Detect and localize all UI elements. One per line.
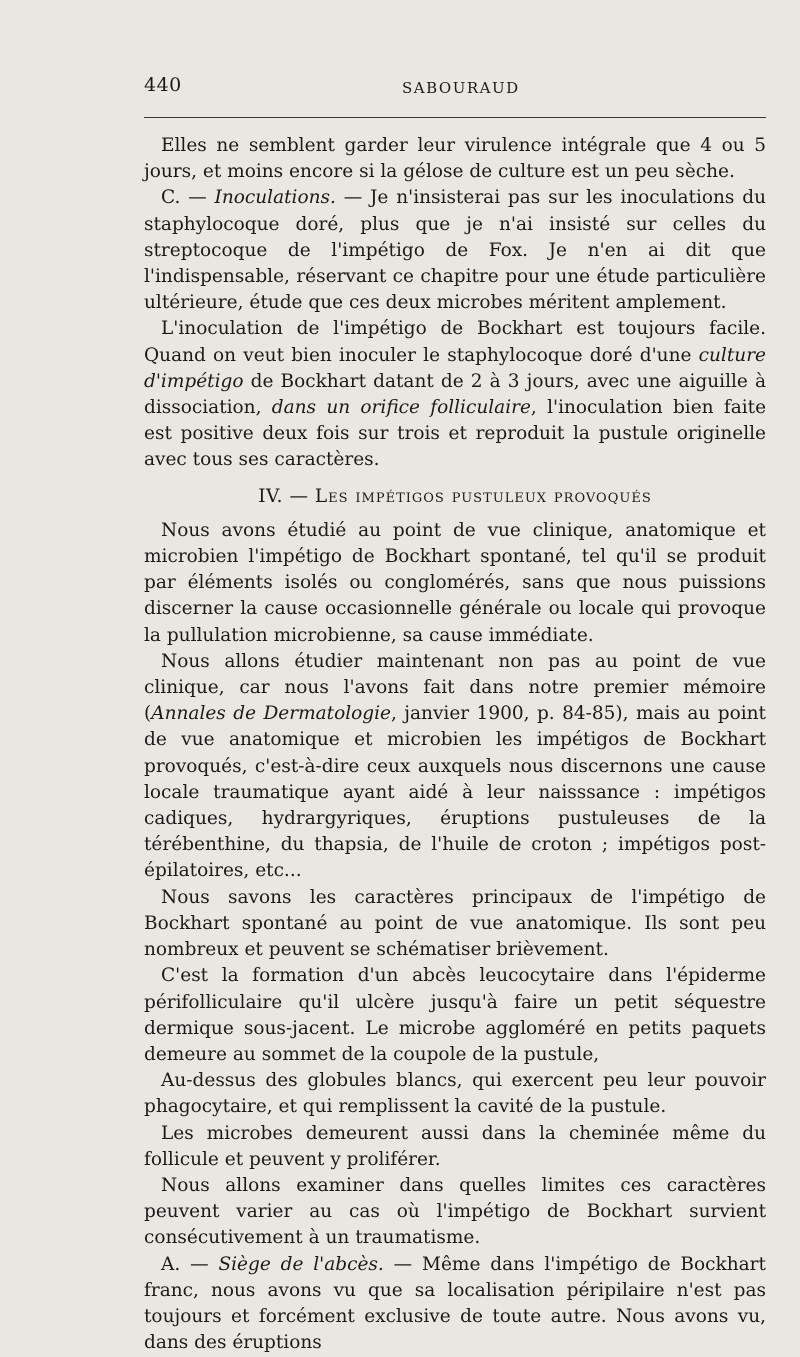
section-heading: IV. — Les impétigos pustuleux provoqués (258, 485, 652, 507)
body-text (144, 133, 766, 1356)
paragraph: Nous savons les caractères principaux de l'impétigo de Bockhart spontané au point de vue anatomique. Ils sont peu nombreux et peuvent se schématiser brièvement. (144, 886, 766, 961)
paragraph: Au-dessus des globules blancs, qui exercent peu leur pouvoir phagocytaire, et qui remplissent la cavité de la pustule. (144, 1070, 766, 1118)
paragraph: L'inoculation de l'impétigo de Bockhart est toujours facile. Quand on veut bien inoculer le staphylocoque doré d'une culture d'impétigo de Bockhart datant de 2 à 3 jours, avec une aiguille à dissociation, dans un orifice folliculaire, l'inoculation bien faite est positive deux fois sur trois et reproduit la pustule originelle avec tous ses caractères. (144, 318, 767, 471)
running-title: SABOURAUD (402, 79, 520, 97)
paragraph: C'est la formation d'un abcès leucocytaire dans l'épiderme périfolliculaire qu'il ulcère jusqu'à faire un petit séquestre dermique sous-jacent. Le microbe aggloméré en petits paquets demeure au sommet de la coupole de la pustule, (144, 965, 766, 1065)
paragraph: Les microbes demeurent aussi dans la cheminée même du follicule et peuvent y proliférer. (144, 1122, 766, 1170)
paragraph: Nous allons étudier maintenant non pas au point de vue clinique, car nous l'avons fait dans notre premier mémoire (Annales de Dermatologie, janvier 1900, p. 84-85), mais au point de vue anatomique et microbien les impétigos de Bockhart provoqués, c'est-à-dire ceux auxquels nous discernons une cause locale traumatique ayant aidé à leur naisssance : impétigos cadiques, hydrargyriques, éruptions pustuleuses de la térébenthine, du thapsia, de l'huile de croton ; impétigos post-épilatoires, etc... (144, 650, 766, 882)
page-header (144, 74, 766, 104)
paragraph: Elles ne semblent garder leur virulence intégrale que 4 ou 5 jours, et moins encore si la gélose de culture est un peu sèche. (144, 135, 766, 183)
paragraph: Nous avons étudié au point de vue clinique, anatomique et microbien l'impétigo de Bockhart spontané, tel qu'il se produit par éléments isolés ou conglomérés, sans que nous puissions discerner la cause occasionnelle générale ou locale qui provoque la pullulation microbienne, sa cause immédiate. (144, 519, 766, 646)
header-rule (144, 117, 766, 118)
paragraph: C. — Inoculations. — Je n'insisterai pas sur les inoculations du staphylocoque doré, plus que je n'ai insisté sur celles du streptocoque de l'impétigo de Fox. Je n'en ai dit que l'indispensable, réservant ce chapitre pour une étude particulière ultérieure, étude que ces deux microbes méritent amplement. (144, 187, 766, 314)
paragraph: Nous allons examiner dans quelles limites ces caractères peuvent varier au cas où l'impétigo de Bockhart survient consécutivement à un traumatisme. (144, 1174, 766, 1249)
page-number: 440 (144, 74, 182, 96)
paragraph: A. — Siège de l'abcès. — Même dans l'impétigo de Bockhart franc, nous avons vu que sa localisation péripilaire n'est pas toujours et forcément exclusive de toute autre. Nous avons vu, dans des éruptions (144, 1253, 766, 1354)
